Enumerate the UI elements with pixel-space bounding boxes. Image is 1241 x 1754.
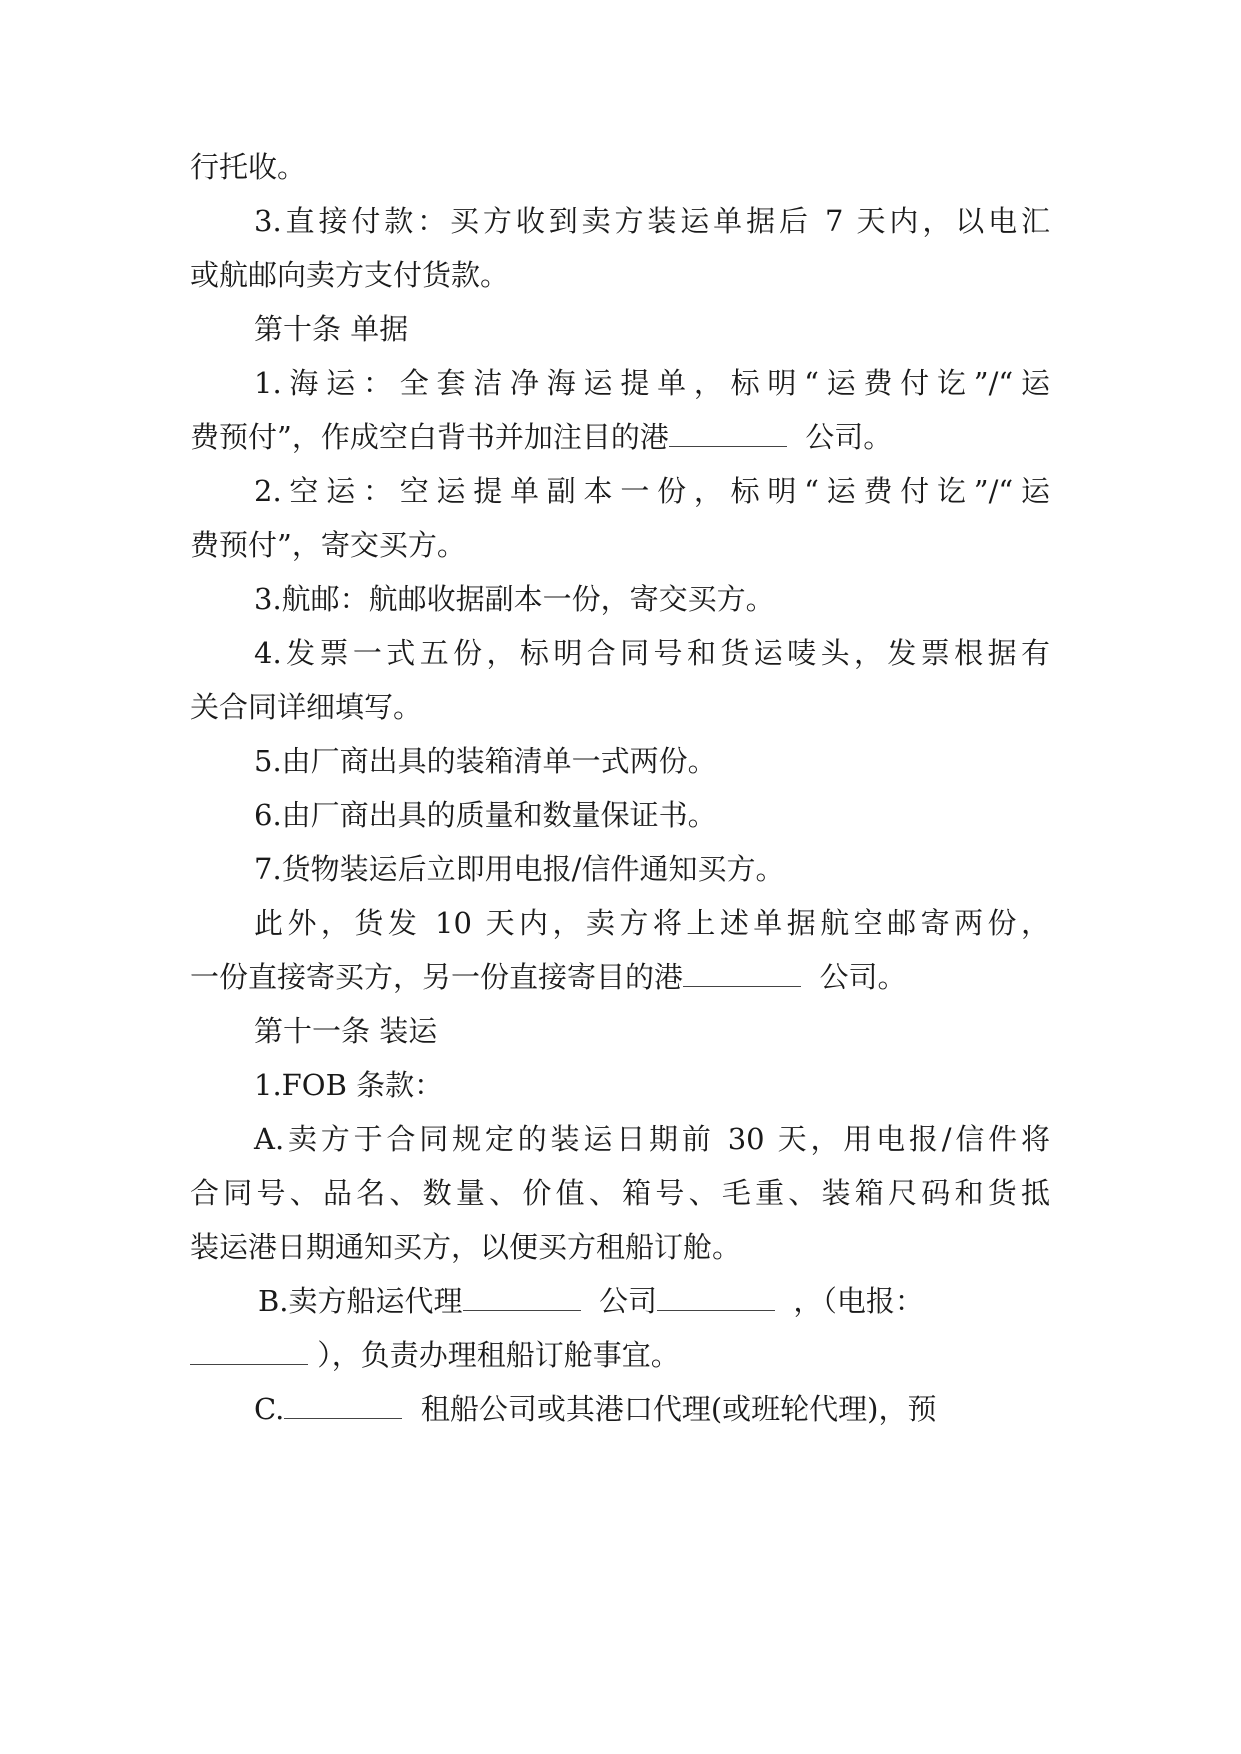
text-line: 关合同详细填写。 — [190, 690, 423, 724]
fill-blank — [463, 1284, 581, 1311]
text-line: 此外，货发 10 天内，卖方将上述单据航空邮寄两份， — [254, 906, 1050, 940]
text-segment: 一份直接寄买方，另一份直接寄目的港 — [190, 960, 684, 994]
text-line: 或航邮向卖方支付货款。 — [190, 258, 510, 292]
text-line: 费预付”，寄交买方。 — [190, 528, 466, 562]
text-line: 3.直接付款：买方收到卖方装运单据后 7 天内，以电汇 — [254, 204, 1050, 238]
text-line: 4.发票一式五份，标明合同号和货运唛头，发票根据有 — [254, 636, 1050, 670]
text-line: 2.空运：空运提单副本一份，标明“运费付讫”/“运 — [254, 474, 1050, 508]
text-segment: ），负责办理租船订舱事宜。 — [317, 1338, 680, 1372]
fill-blank — [669, 420, 787, 447]
fill-blank — [190, 1338, 308, 1365]
section-heading: 第十条 单据 — [254, 312, 409, 346]
text-line: 3.航邮：航邮收据副本一份，寄交买方。 — [254, 582, 775, 616]
text-line: A.卖方于合同规定的装运日期前 30 天，用电报/信件将 — [254, 1122, 1050, 1156]
text-line — [254, 1389, 1050, 1429]
text-segment: 公司。 — [819, 960, 907, 994]
text-line — [190, 417, 1050, 457]
text-line — [190, 957, 1050, 997]
text-segment: 租船公司或其港口代理(或班轮代理)，预 — [420, 1392, 937, 1426]
text-line: 行托收。 — [190, 150, 307, 184]
fill-blank — [657, 1284, 775, 1311]
text-line — [258, 1281, 1054, 1321]
text-segment: ，（电报： — [793, 1284, 924, 1318]
text-line: 1.海运：全套洁净海运提单，标明“运费付讫”/“运 — [254, 366, 1050, 400]
fill-blank — [683, 960, 801, 987]
text-segment: B.卖方船运代理 — [258, 1284, 463, 1318]
text-segment: 公司 — [598, 1284, 657, 1318]
text-line: 6.由厂商出具的质量和数量保证书。 — [254, 798, 717, 832]
text-line — [190, 1335, 1050, 1375]
text-line: 1.FOB 条款： — [254, 1068, 444, 1102]
text-line: 7.货物装运后立即用电报/信件通知买方。 — [254, 852, 785, 886]
text-segment: 公司。 — [805, 420, 893, 454]
fill-blank — [284, 1392, 402, 1419]
text-segment: C. — [254, 1392, 285, 1426]
section-heading: 第十一条 装运 — [254, 1014, 438, 1048]
text-segment: 费预付”，作成空白背书并加注目的港 — [190, 420, 669, 454]
text-line: 装运港日期通知买方，以便买方租船订舱。 — [190, 1230, 742, 1264]
text-line: 5.由厂商出具的装箱清单一式两份。 — [254, 744, 717, 778]
text-line: 合同号、品名、数量、价值、箱号、毛重、装箱尺码和货抵 — [190, 1176, 1050, 1210]
